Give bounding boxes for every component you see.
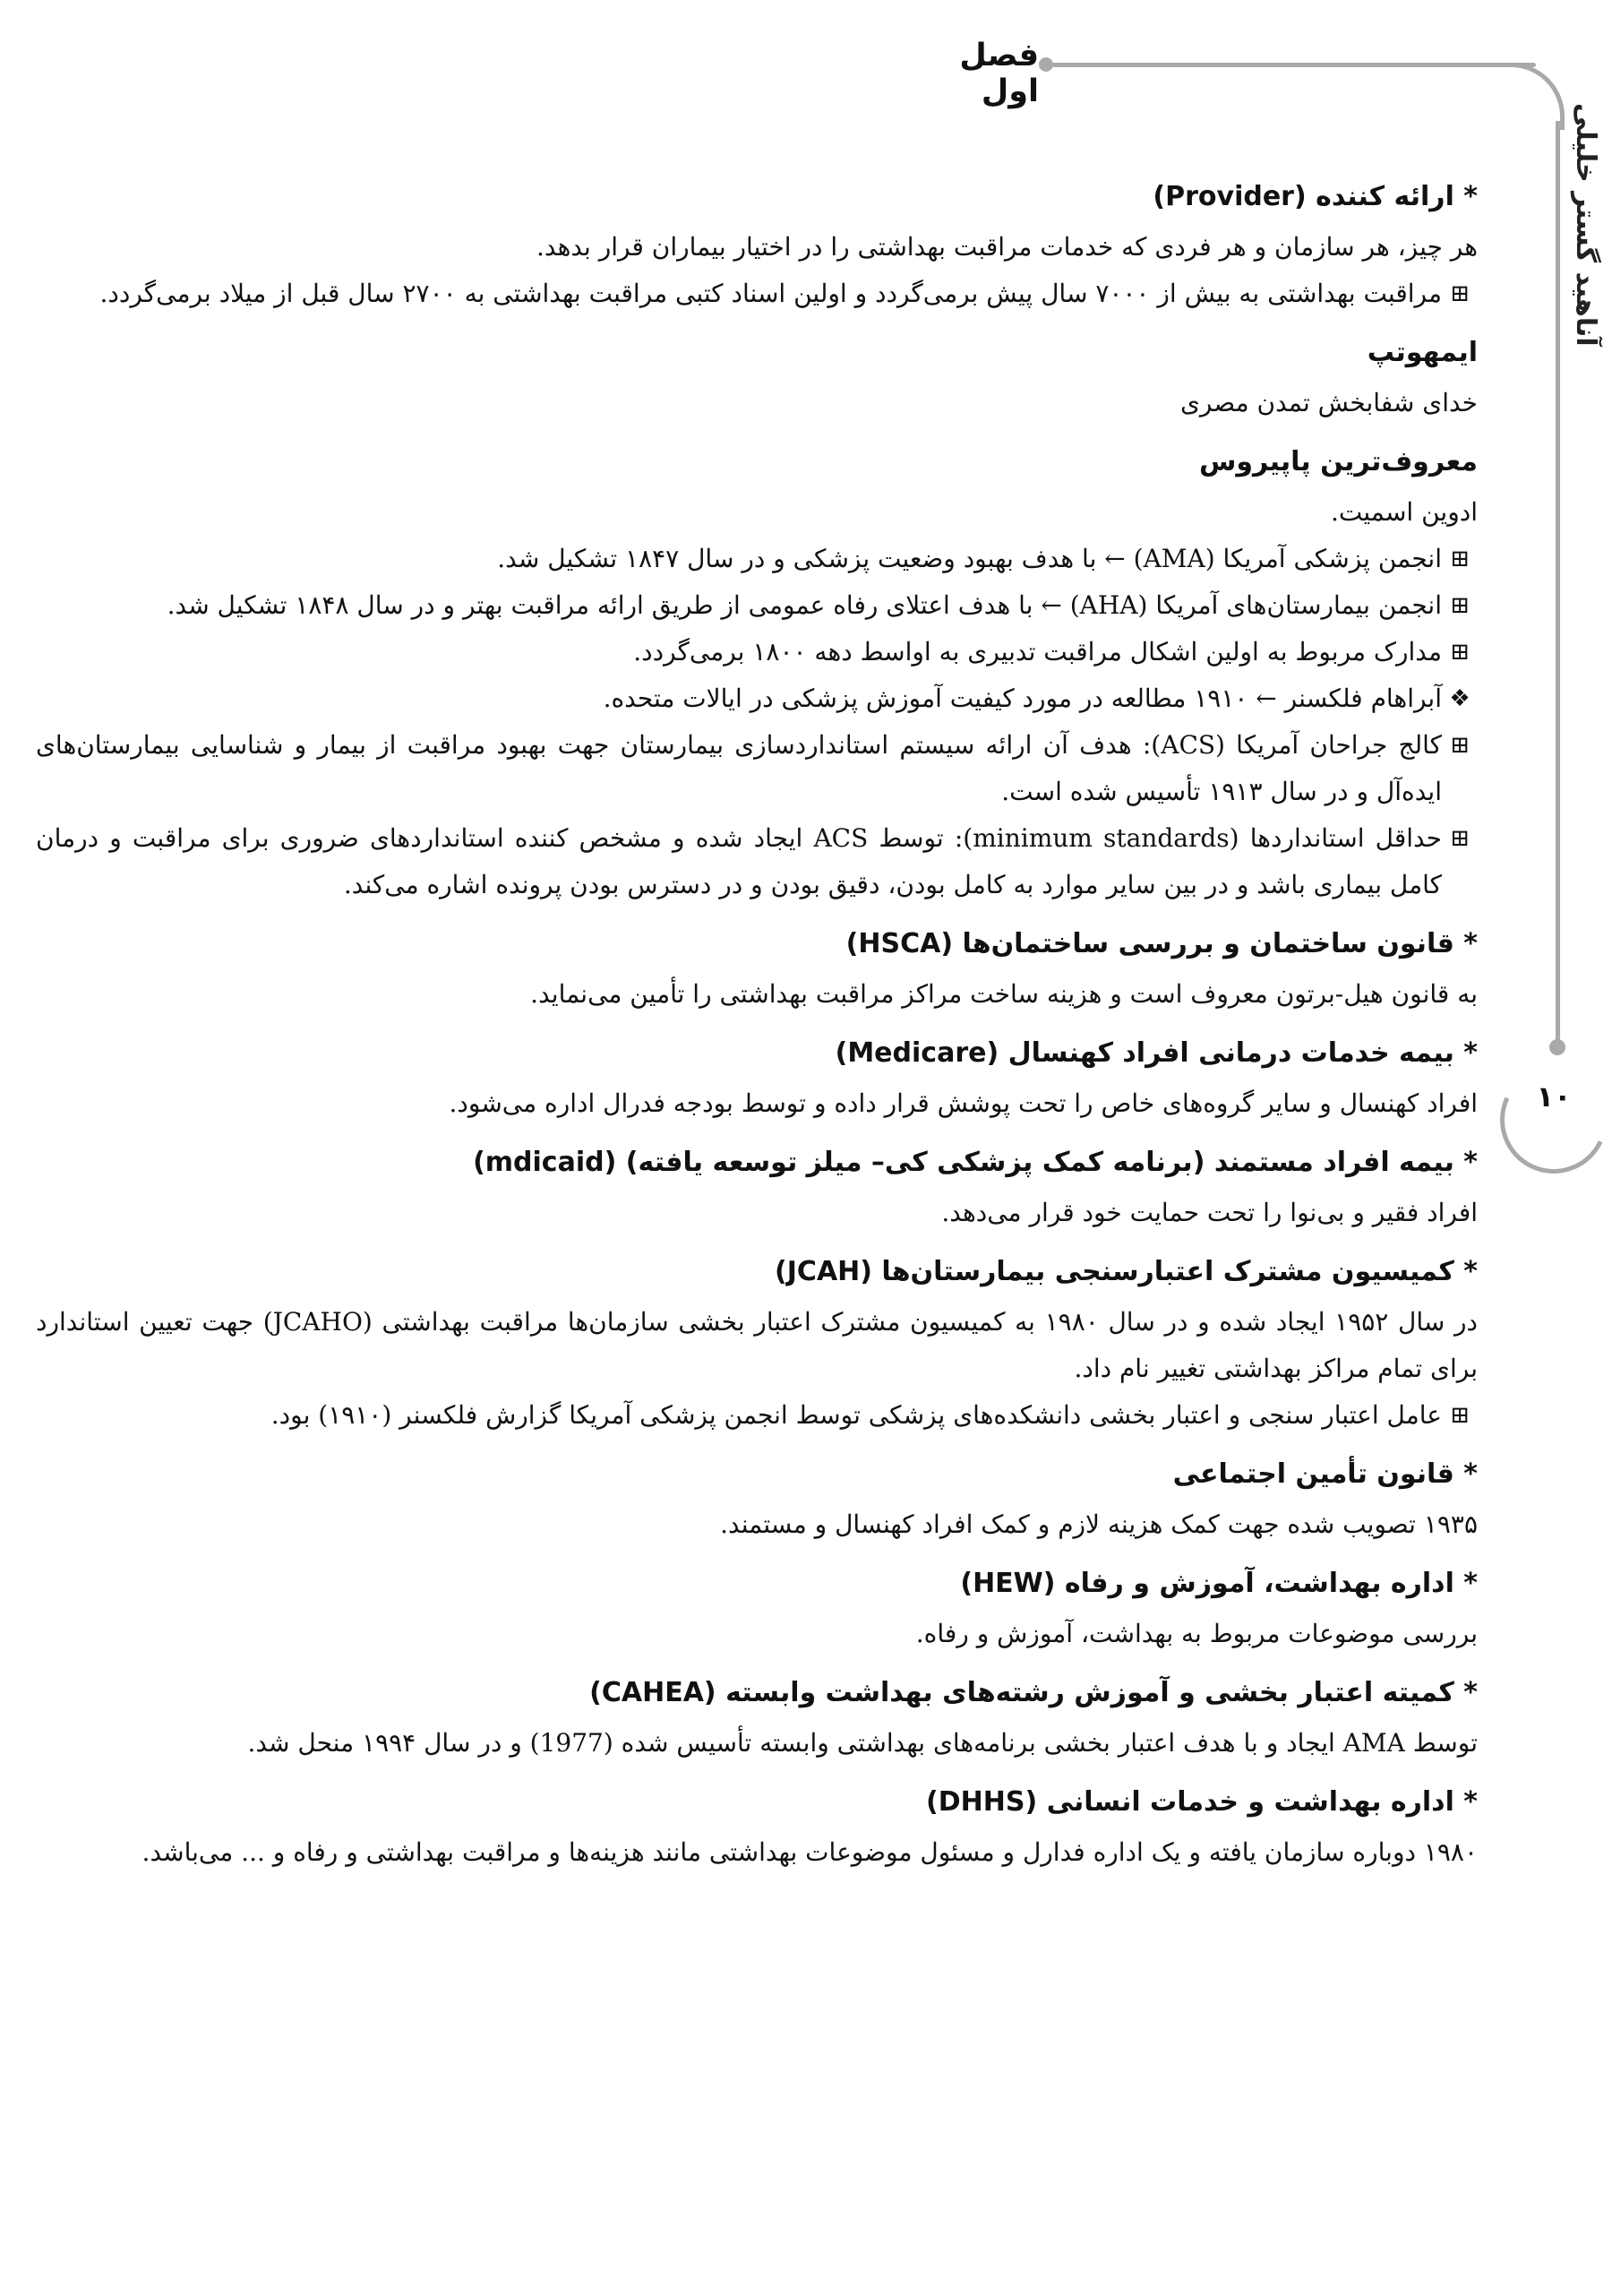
section-heading: * بیمه خدمات درمانی افراد کهنسال (Medicare) (835, 1037, 1478, 1069)
bullet-item (36, 675, 1478, 722)
plus-box-bullet-icon: ⊞ (1450, 639, 1470, 666)
section-heading: * اداره بهداشت و خدمات انسانی (DHHS) (926, 1786, 1478, 1818)
paragraph: بررسی موضوعات مربوط به بهداشت، آموزش و رفاه. (915, 1619, 1478, 1648)
section-heading: * اداره بهداشت، آموزش و رفاه (HEW) (960, 1568, 1478, 1599)
plus-box-bullet-icon: ⊞ (1450, 280, 1470, 307)
page-number-arc (1485, 1051, 1612, 1189)
bullet-text: حداقل استانداردها (minimum standards): توسط ACS ایجاد شده و مشخص کننده استانداردهای ضروری برای مراقبت و درمان کامل بیماری باشد و در بین سایر موارد به کامل بودن، دقیق بودن و در دسترس بودن پرونده اشاره می‌کند. (36, 823, 1442, 899)
paragraph: ۱۹۳۵ تصویب شده جهت کمک هزینه لازم و کمک افراد کهنسال و مستمند. (720, 1509, 1478, 1539)
bullet-item (36, 629, 1478, 675)
side-title: آناهید گستر خلیلی (1570, 103, 1601, 347)
bullet-text: مراقبت بهداشتی به بیش از ۷۰۰۰ سال پیش برمی‌گردد و اولین اسناد کتبی مراقبت بهداشتی به ۲۷۰۰ سال قبل از میلاد برمی‌گردد. (99, 279, 1442, 308)
paragraph: در سال ۱۹۵۲ ایجاد شده و در سال ۱۹۸۰ به کمیسیون مشترک اعتبار بخشی سازمان‌ها مراقبت بهداشتی (JCAHO) جهت تعیین استاندارد برای تمام مراکز بهداشتی تغییر نام داد. (36, 1307, 1478, 1383)
bullet-item (36, 1392, 1478, 1439)
bullet-text: انجمن پزشکی آمریکا (AMA) ← با هدف بهبود وضعیت پزشکی و در سال ۱۸۴۷ تشکیل شد. (497, 544, 1442, 573)
paragraph: ادوین اسمیت. (1330, 497, 1478, 527)
section-heading: معروف‌ترین پاپیروس (1198, 446, 1478, 477)
section-heading: * بیمه افراد مستمند (برنامه کمک پزشکی کی– میلز توسعه یافته) (mdicaid) (473, 1147, 1478, 1178)
section-heading: * کمیسیون مشترک اعتبارسنجی بیمارستان‌ها (JCAH) (775, 1256, 1478, 1287)
diamond-bullet-icon: ❖ (1449, 685, 1471, 712)
bullet-item (36, 271, 1478, 317)
paragraph: افراد کهنسال و سایر گروه‌های خاص را تحت پوشش قرار داده و توسط بودجه فدرال اداره می‌شود. (449, 1088, 1478, 1118)
bullet-text: انجمن بیمارستان‌های آمریکا (AHA) ← با هدف اعتلای رفاه عمومی از طریق ارائه مراقبت بهتر و در سال ۱۸۴۸ تشکیل شد. (167, 590, 1442, 620)
section-heading: * قانون تأمین اجتماعی (1172, 1458, 1478, 1490)
plus-box-bullet-icon: ⊞ (1450, 732, 1470, 759)
paragraph: هر چیز، هر سازمان و هر فردی که خدمات مراقبت بهداشتی را در اختیار بیماران قرار بدهد. (536, 232, 1478, 262)
bullet-item (36, 722, 1478, 815)
bullet-item (36, 536, 1478, 582)
section-heading: * ارائه کننده (Provider) (1153, 181, 1478, 212)
bullet-item (36, 582, 1478, 629)
section-heading: ایمهوتپ (1367, 337, 1478, 368)
bullet-item (36, 815, 1478, 908)
paragraph: توسط AMA ایجاد و با هدف اعتبار بخشی برنامه‌های بهداشتی وابسته تأسیس شده (1977) و در سال ۱۹۹۴ منحل شد. (247, 1728, 1478, 1758)
bullet-text: مدارک مربوط به اولین اشکال مراقبت تدبیری به اواسط دهه ۱۸۰۰ برمی‌گردد. (633, 637, 1442, 666)
paragraph: به قانون هیل-برتون معروف است و هزینه ساخت مراکز مراقبت بهداشتی را تأمین می‌نماید. (530, 979, 1478, 1009)
plus-box-bullet-icon: ⊞ (1450, 546, 1470, 572)
plus-box-bullet-icon: ⊞ (1450, 825, 1470, 852)
paragraph: خدای شفابخش تمدن مصری (1179, 388, 1478, 417)
paragraph: افراد فقیر و بی‌نوا را تحت حمایت خود قرار می‌دهد. (941, 1198, 1478, 1227)
bullet-text: عامل اعتبار سنجی و اعتبار بخشی دانشکده‌های پزشکی توسط انجمن پزشکی آمریکا گزارش فلکسنر (۱۹۱۰) بود. (270, 1400, 1442, 1430)
section-heading: * قانون ساختمان و بررسی ساختمان‌ها (HSCA) (845, 928, 1478, 959)
bullet-text: کالج جراحان آمریکا (ACS): هدف آن ارائه سیستم استانداردسازی بیمارستان جهت بهبود مراقبت از بیمار و شناسایی بیمارستان‌های ایده‌آل و در سال ۱۹۱۳ تأسیس شده است. (36, 730, 1443, 806)
paragraph: ۱۹۸۰ دوباره سازمان یافته و یک اداره فدارل و مسئول موضوعات بهداشتی مانند هزینه‌ها و مراقبت بهداشتی و رفاه و ... می‌باشد. (141, 1837, 1478, 1867)
side-dot (1549, 1039, 1565, 1055)
plus-box-bullet-icon: ⊞ (1450, 592, 1470, 619)
section-heading: * کمیته اعتبار بخشی و آموزش رشته‌های بهداشت وابسته (CAHEA) (589, 1677, 1478, 1708)
header-dot (1039, 57, 1053, 72)
bullet-text: آبراهام فلکسنر ← ۱۹۱۰ مطالعه در مورد کیفیت آموزش پزشکی در ایالات متحده. (603, 684, 1442, 713)
plus-box-bullet-icon: ⊞ (1450, 1402, 1470, 1429)
page-content (36, 161, 1478, 1876)
header-rule (1052, 63, 1536, 67)
page-number: ۱۰ (1536, 1079, 1572, 1114)
chapter-title: فصل اول (959, 38, 1039, 109)
